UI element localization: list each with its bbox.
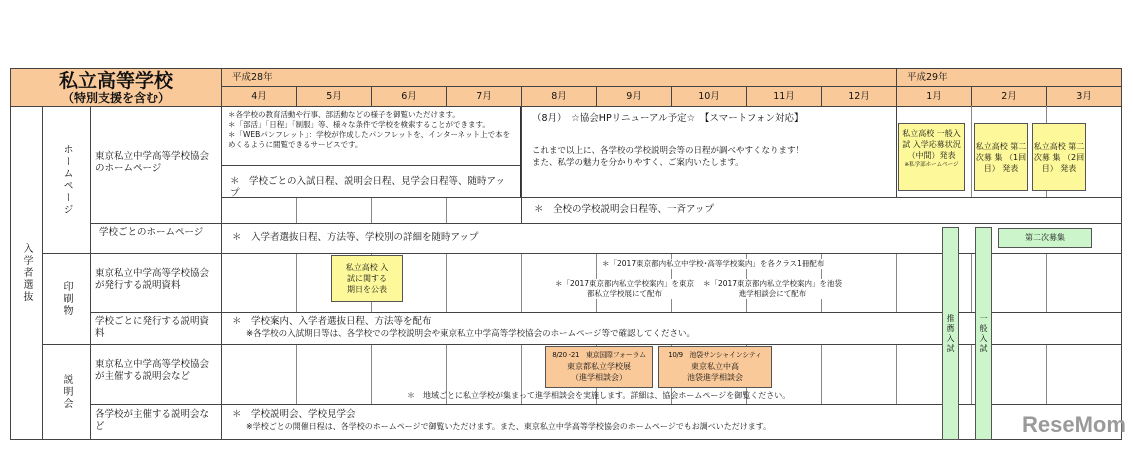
school-print-note-2: ※各学校の入試期日等は、各学校での学校説明会や東京私立中学高等学校協会のホームページ等で確認してください。 [246, 329, 695, 339]
month-header: 4月 [221, 86, 297, 107]
school-brief-note-1: ＊ 学校説明会、学校見学会 [232, 409, 356, 420]
row-assoc-print: 東京私立中学高等学校協会が発行する説明資料 [90, 253, 222, 313]
ikebukuro-fair-name: 東京私立中高 [691, 362, 739, 371]
ikebukuro-fair-sub: 池袋進学相談会 [687, 373, 743, 382]
category-briefing-text: 説明会 [61, 374, 72, 410]
allup-note: ＊ 全校の学校説明会日程等、一斉アップ [521, 197, 1122, 224]
month-header: 7月 [446, 86, 522, 107]
hp-notes-box [221, 106, 522, 166]
month-header: 10月 [671, 86, 747, 107]
page-title: 私立高等学校 [58, 69, 173, 92]
guide-all-note: ＊「2017東京都内私立中学校･高等学校案内」を各クラス1冊配布 [602, 259, 825, 268]
category-homepage-text: ホームページ [61, 144, 72, 216]
month-header: 6月 [371, 86, 447, 107]
school-print-note-1: ＊ 学校案内、入学者選抜日程、方法等を配布 [232, 316, 432, 327]
section-label-text: 入学者選抜 [21, 243, 32, 303]
title-cell [10, 68, 222, 107]
guide-ike-note: ＊「2017東京都内私立学校案内」を池袋進学相談会にて配布 [700, 279, 845, 299]
interim-note: ※私学部ホームページ [904, 162, 959, 168]
resemom-watermark: ReseMom [1022, 412, 1126, 437]
month-header: 5月 [296, 86, 372, 107]
recommendation-exam-bar [942, 227, 959, 440]
year-h28: 平成28年 [221, 68, 897, 87]
tokyo-fair-name: 東京都私立学校展 [567, 362, 631, 371]
interim-announcement [898, 123, 965, 191]
hp-note-2: ＊「部活」「日程」「制服」等、様々な条件で学校を検索することができます。 [228, 120, 490, 129]
month-header: 11月 [746, 86, 822, 107]
school-hp-note: ＊ 入学者選抜日程、方法等、学校別の詳細を随時アップ [221, 223, 1122, 254]
exam-dates-box: 私立高校 入試に関する 期日を公表 [331, 255, 403, 302]
year-h29: 平成29年 [896, 68, 1122, 87]
category-print [42, 253, 91, 345]
second-recruit-period: 第二次募集 [998, 228, 1092, 248]
month-header: 3月 [1046, 86, 1122, 107]
row-assoc-brief: 東京私立中学高等学校協会が主催する説明会など [90, 344, 222, 405]
hp-note-3: ＊「WEBパンフレット」：学校が作成したパンフレットを、インターネット上で本をめくるように閲覧できるサービスです。 [228, 130, 511, 149]
renewal-title: （8月） ☆協会HPリニューアル予定☆ 【スマートフォン対応】 [532, 113, 804, 124]
month-header: 9月 [596, 86, 672, 107]
hp-schedule-note: ＊ 学校ごとの入試日程、説明会日程、見学会日程等、随時アップ [221, 165, 522, 198]
section-label [10, 106, 43, 440]
interim-text: 私立高校 一般入試 入学応募状況 （中間）発表 [902, 129, 961, 160]
renewal-box [521, 106, 897, 198]
recommendation-exam-text: 推薦入試 [946, 313, 955, 354]
category-print-text: 印刷物 [61, 281, 72, 317]
category-briefing [42, 344, 91, 440]
month-header: 1月 [896, 86, 972, 107]
guide-fair-note: ＊「2017東京都内私立学校案内」を東京都私立学校展にて配布 [552, 279, 697, 299]
month-header: 2月 [971, 86, 1047, 107]
month-header: 8月 [521, 86, 597, 107]
general-exam-bar [975, 227, 992, 440]
regional-note: ＊ 地域ごとに私立学校が集まって進学相談会を実施します。詳細は、協会ホームページを御覧ください。 [407, 391, 791, 400]
row-school-print: 学校ごとに発行する説明資料 [90, 312, 222, 345]
second-recruit-1: 私立高校 第二次募 集 （1回目） 発表 [974, 123, 1028, 191]
renewal-text-1: これまで以上に、各学校の学校説明会等の日程が調べやすくなります！ [532, 146, 805, 156]
ikebukuro-fair-date: 10/9 池袋サンシャインシティ [668, 351, 762, 359]
renewal-text-2: また、私学の魅力を分かりやすく、ご案内いたします。 [532, 158, 744, 168]
hp-note-1: ＊各学校の教育活動や行事、部活動などの様子を御覧いただけます。 [228, 110, 460, 119]
tokyo-fair-sub: （進学相談会） [571, 373, 627, 382]
month-header: 12月 [821, 86, 897, 107]
second-recruit-2: 私立高校 第二次募 集 （2回目） 発表 [1032, 123, 1086, 191]
tokyo-fair-date: 8/20 -21 東京国際フォーラム [552, 351, 646, 359]
row-school-brief: 各学校が主催する説明会など [90, 404, 222, 440]
general-exam-text: 一般入試 [979, 313, 988, 354]
ikebukuro-fair-box [658, 346, 772, 388]
page-subtitle: （特別支援を含む） [61, 90, 170, 105]
school-brief-note-2: ※学校ごとの開催日程は、各学校のホームページで御覧いただけます。また、東京私立中学高等学校協会のホームページでもお調べいただけます。 [246, 422, 772, 431]
month-gridline [971, 106, 972, 440]
row-school-hp: 学校ごとのホームページ [90, 223, 222, 254]
row-assoc-hp: 東京私立中学高等学校協会のホームページ [90, 106, 222, 224]
tokyo-fair-box [545, 346, 653, 388]
category-homepage [42, 106, 91, 254]
